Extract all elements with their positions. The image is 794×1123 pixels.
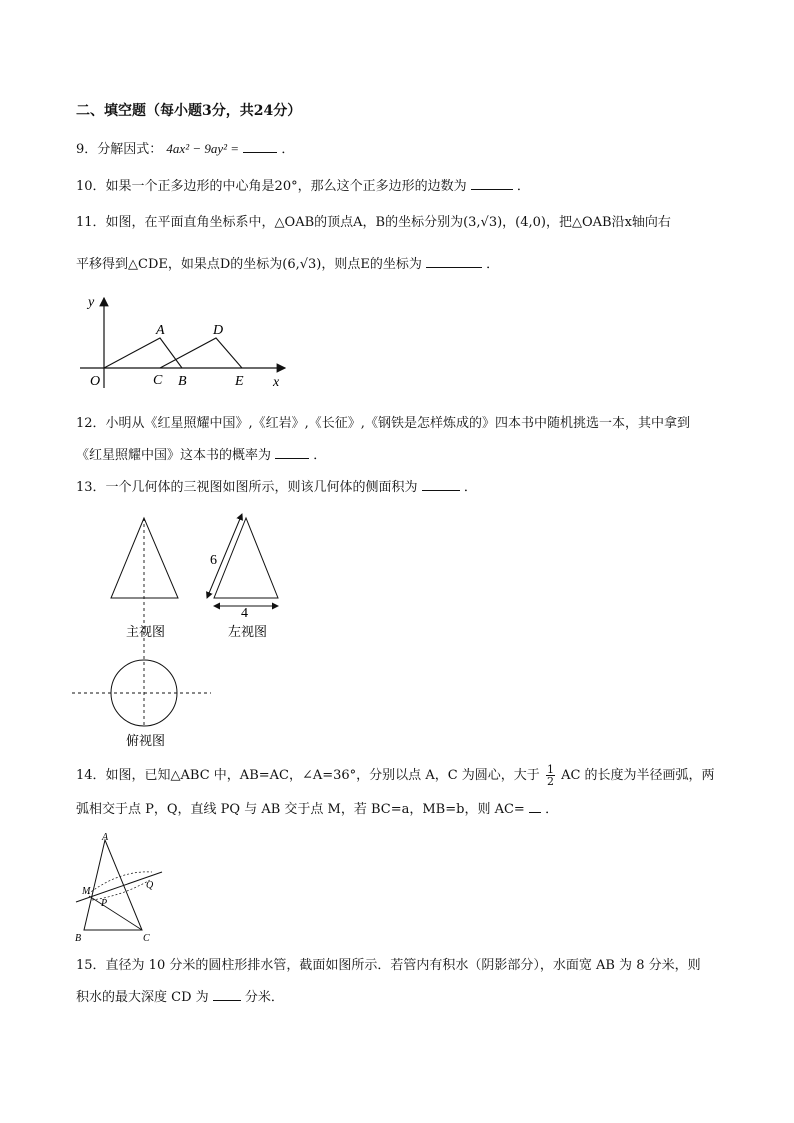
q14-answer-blank[interactable] bbox=[529, 800, 541, 813]
upper-arc bbox=[88, 872, 152, 894]
lower-arc bbox=[92, 880, 150, 900]
q12-line2-text: 《红星照耀中国》这本书的概率为 bbox=[76, 448, 272, 463]
q11-line2-text: 平移得到△CDE，如果点D的坐标为(6,√3)，则点E的坐标为 bbox=[76, 257, 422, 272]
q13-three-view-figure bbox=[66, 506, 296, 752]
q11-answer-blank[interactable] bbox=[426, 255, 482, 268]
label-e: E bbox=[235, 374, 244, 389]
question-15-line2 bbox=[76, 988, 284, 1007]
question-13 bbox=[76, 478, 477, 497]
base-length-label: 4 bbox=[241, 606, 248, 621]
label-d: D bbox=[213, 323, 224, 338]
q11-coordinate-figure bbox=[70, 290, 300, 395]
q10-text: 10．如果一个正多边形的中心角是20°，那么这个正多边形的边数为 bbox=[76, 179, 467, 194]
section-title: 二、填空题（每小题3分，共24分） bbox=[76, 103, 302, 119]
x-axis-label: x bbox=[273, 375, 280, 390]
front-view-label: 主视图 bbox=[126, 624, 166, 639]
q12-answer-blank[interactable] bbox=[275, 446, 309, 459]
label-m: M bbox=[82, 886, 91, 897]
q9-answer-blank[interactable] bbox=[243, 140, 277, 153]
fraction-numerator: 1 bbox=[546, 763, 554, 776]
q14-end: ． bbox=[545, 802, 559, 817]
question-11-line2 bbox=[76, 255, 499, 274]
q9-expression: 4ax² − 9ay² = bbox=[166, 141, 240, 156]
q15-answer-blank[interactable] bbox=[213, 988, 241, 1001]
question-14-line2 bbox=[76, 800, 558, 819]
triangle-cde bbox=[160, 338, 242, 368]
question-12-line1: 12．小明从《红星照耀中国》,《红岩》,《长征》,《钢铁是怎样炼成的》四本书中随机挑选一本，其中拿到 bbox=[76, 416, 690, 431]
label-p: P bbox=[101, 898, 108, 909]
q9-end: ． bbox=[281, 142, 295, 157]
q13-answer-blank[interactable] bbox=[422, 478, 460, 491]
side-view-label: 左视图 bbox=[228, 624, 268, 639]
slant-length-label: 6 bbox=[210, 553, 217, 568]
front-view-triangle bbox=[111, 518, 178, 598]
y-axis-label: y bbox=[88, 295, 95, 310]
label-c: C bbox=[143, 933, 150, 944]
q13-text: 13．一个几何体的三视图如图所示，则该几何体的侧面积为 bbox=[76, 480, 418, 495]
q15-line2-a: 积水的最大深度 CD 为 bbox=[76, 990, 209, 1005]
label-b: B bbox=[178, 374, 187, 389]
q10-end: ． bbox=[516, 179, 530, 194]
q14-triangle-figure bbox=[70, 830, 170, 945]
question-11-line1: 11．如图，在平面直角坐标系中，△OAB的顶点A，B的坐标分别为(3,√3)，(4,0)，把△OAB沿x轴向右 bbox=[76, 215, 671, 230]
label-q: Q bbox=[146, 880, 154, 891]
question-15-line1: 15．直径为 10 分米的圆柱形排水管，截面如图所示．若管内有积水（阴影部分），水面宽 AB 为 8 分米，则 bbox=[76, 958, 701, 973]
label-o: O bbox=[90, 374, 101, 389]
question-10 bbox=[76, 177, 530, 196]
segment-mc bbox=[89, 896, 142, 930]
label-b: B bbox=[75, 933, 82, 944]
question-9 bbox=[76, 140, 294, 159]
q12-end: ． bbox=[313, 448, 327, 463]
q9-prefix: 9．分解因式： bbox=[76, 142, 163, 157]
label-a: A bbox=[102, 832, 109, 843]
top-view-label: 俯视图 bbox=[126, 733, 166, 748]
label-a: A bbox=[156, 323, 165, 338]
q14-line2-text: 弧相交于点 P，Q，直线 PQ 与 AB 交于点 M，若 BC=a，MB=b，则 AC= bbox=[76, 802, 525, 817]
q11-end: ． bbox=[486, 257, 500, 272]
q14-line1-a: 14．如图，已知△ABC 中，AB=AC，∠A=36°，分别以点 A，C 为圆心，大于 bbox=[76, 768, 540, 783]
question-14-line1 bbox=[76, 764, 715, 787]
question-12-line2 bbox=[76, 446, 326, 465]
triangle-abc bbox=[84, 840, 142, 930]
q15-line2-b: 分米． bbox=[244, 990, 284, 1005]
q14-line1-b: AC 的长度为半径画弧，两 bbox=[561, 768, 715, 783]
label-c: C bbox=[153, 373, 163, 388]
q13-end: ． bbox=[463, 480, 477, 495]
fraction-denominator: 2 bbox=[546, 775, 554, 788]
q10-answer-blank[interactable] bbox=[471, 177, 513, 190]
q14-fraction bbox=[546, 764, 555, 787]
triangle-oab bbox=[104, 338, 182, 368]
